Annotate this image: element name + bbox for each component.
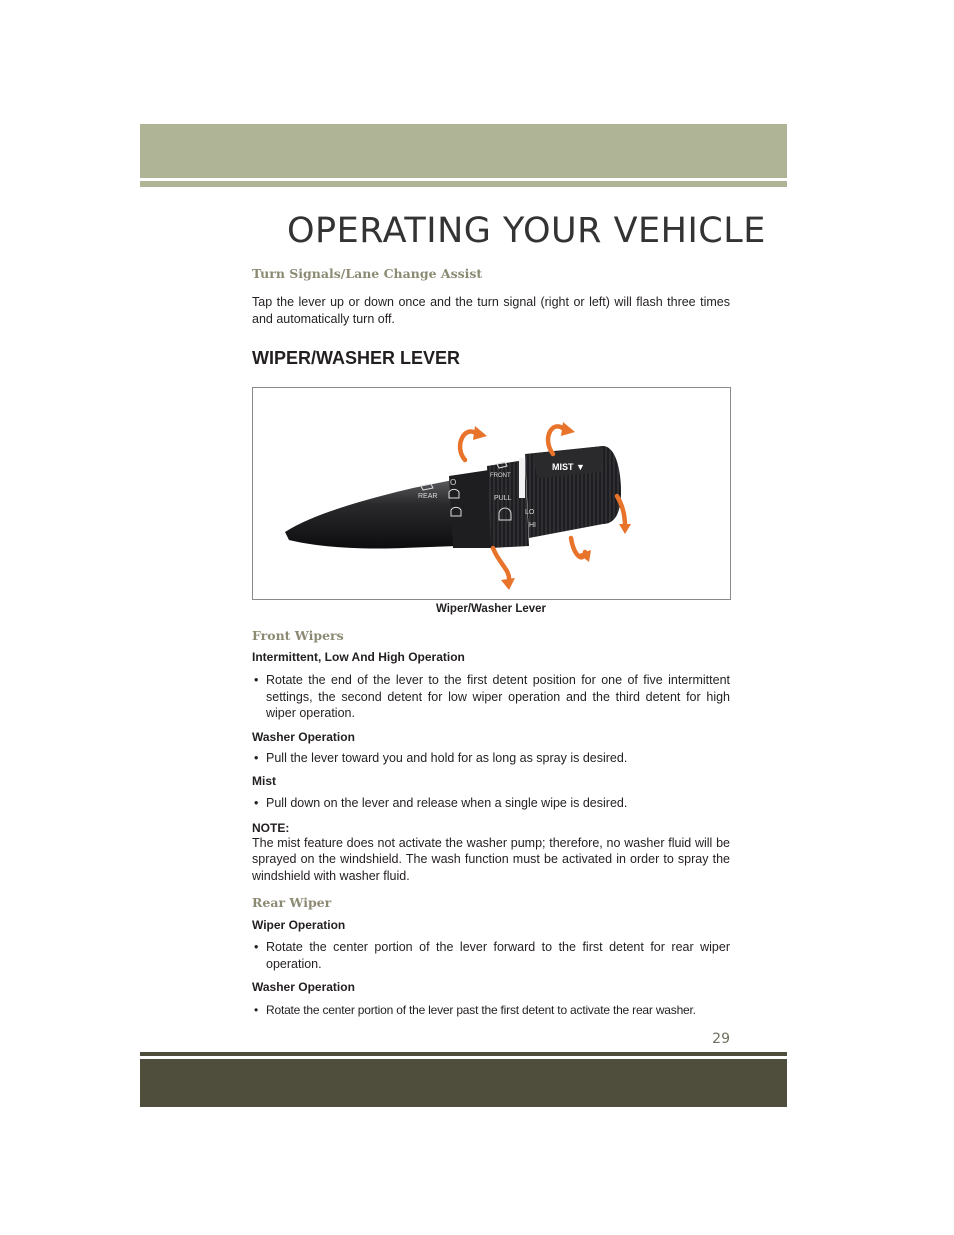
wiper-lever-illustration (253, 388, 730, 599)
intermittent-bullet (252, 672, 730, 722)
turn-signals-text: Tap the lever up or down once and the turn signal (right or left) will flash three times and automatically turn off. (252, 295, 730, 326)
front-washer-bullet (252, 750, 730, 767)
rear-ring-down-arrow (493, 548, 509, 582)
note-text: The mist feature does not activate the washer pump; therefore, no washer fluid will be sprayed on the windshield. The wash function must be activated in order to spray the windshield with washer fluid. (252, 835, 730, 883)
intermittent-label: Intermittent, Low And High Operation (252, 650, 465, 664)
mist-bullet (252, 795, 730, 812)
bullet-glyph: • (254, 673, 259, 687)
rear-label: REAR (418, 493, 438, 500)
bullet-glyph: • (254, 796, 259, 810)
front-wipers-heading: Front Wipers (252, 628, 344, 643)
wiper-lever-figure (252, 387, 731, 600)
header-rule (140, 181, 787, 187)
rear-wiper-label: Wiper Operation (252, 918, 346, 932)
wiper-section-title: WIPER/WASHER LEVER (252, 348, 461, 368)
mist-label: MIST ▼ (552, 462, 585, 472)
bullet-glyph: • (254, 940, 259, 954)
footer-band (140, 1059, 787, 1107)
rear-wiper-bullet-text: Rotate the center portion of the lever forward to the first detent for rear wiper operation. (266, 940, 730, 971)
bullet-glyph: • (254, 750, 259, 765)
page-content (252, 266, 730, 1019)
note-label: NOTE: (252, 820, 290, 835)
page-number: 29 (712, 1031, 730, 1047)
lever-stalk (285, 480, 457, 549)
front-label: FRONT (490, 473, 511, 479)
figure-caption: Wiper/Washer Lever (435, 603, 547, 615)
lo-label: LO (525, 509, 535, 516)
chapter-title: OPERATING YOUR VEHICLE (287, 211, 766, 252)
rear-washer-bullet (252, 1002, 730, 1019)
pull-label: PULL (494, 495, 512, 502)
mist-bullet-text: Pull down on the lever and release when a single wipe is desired. (266, 796, 628, 810)
rear-wiper-heading: Rear Wiper (252, 895, 332, 910)
turn-signals-heading: Turn Signals/Lane Change Assist (252, 266, 483, 281)
bullet-glyph: • (254, 1003, 259, 1017)
rear-washer-bullet-text: Rotate the center portion of the lever past the first detent to activate the rear washer. (266, 1003, 696, 1017)
off-label: O (450, 478, 457, 487)
front-washer-label: Washer Operation (252, 729, 355, 744)
ring-indicator (519, 458, 525, 498)
rear-wiper-bullet (252, 939, 730, 972)
mist-label: Mist (252, 774, 276, 788)
header-band (140, 124, 787, 178)
hi-label: HI (529, 522, 536, 529)
front-washer-bullet-text: Pull the lever toward you and hold for as long as spray is desired. (266, 750, 628, 765)
footer-rule (140, 1052, 787, 1056)
rear-washer-label: Washer Operation (252, 980, 355, 994)
intermittent-bullet-text: Rotate the end of the lever to the first detent position for one of five intermittent settings, the second detent for low wiper operation and the third detent for high wiper operation. (266, 673, 730, 720)
